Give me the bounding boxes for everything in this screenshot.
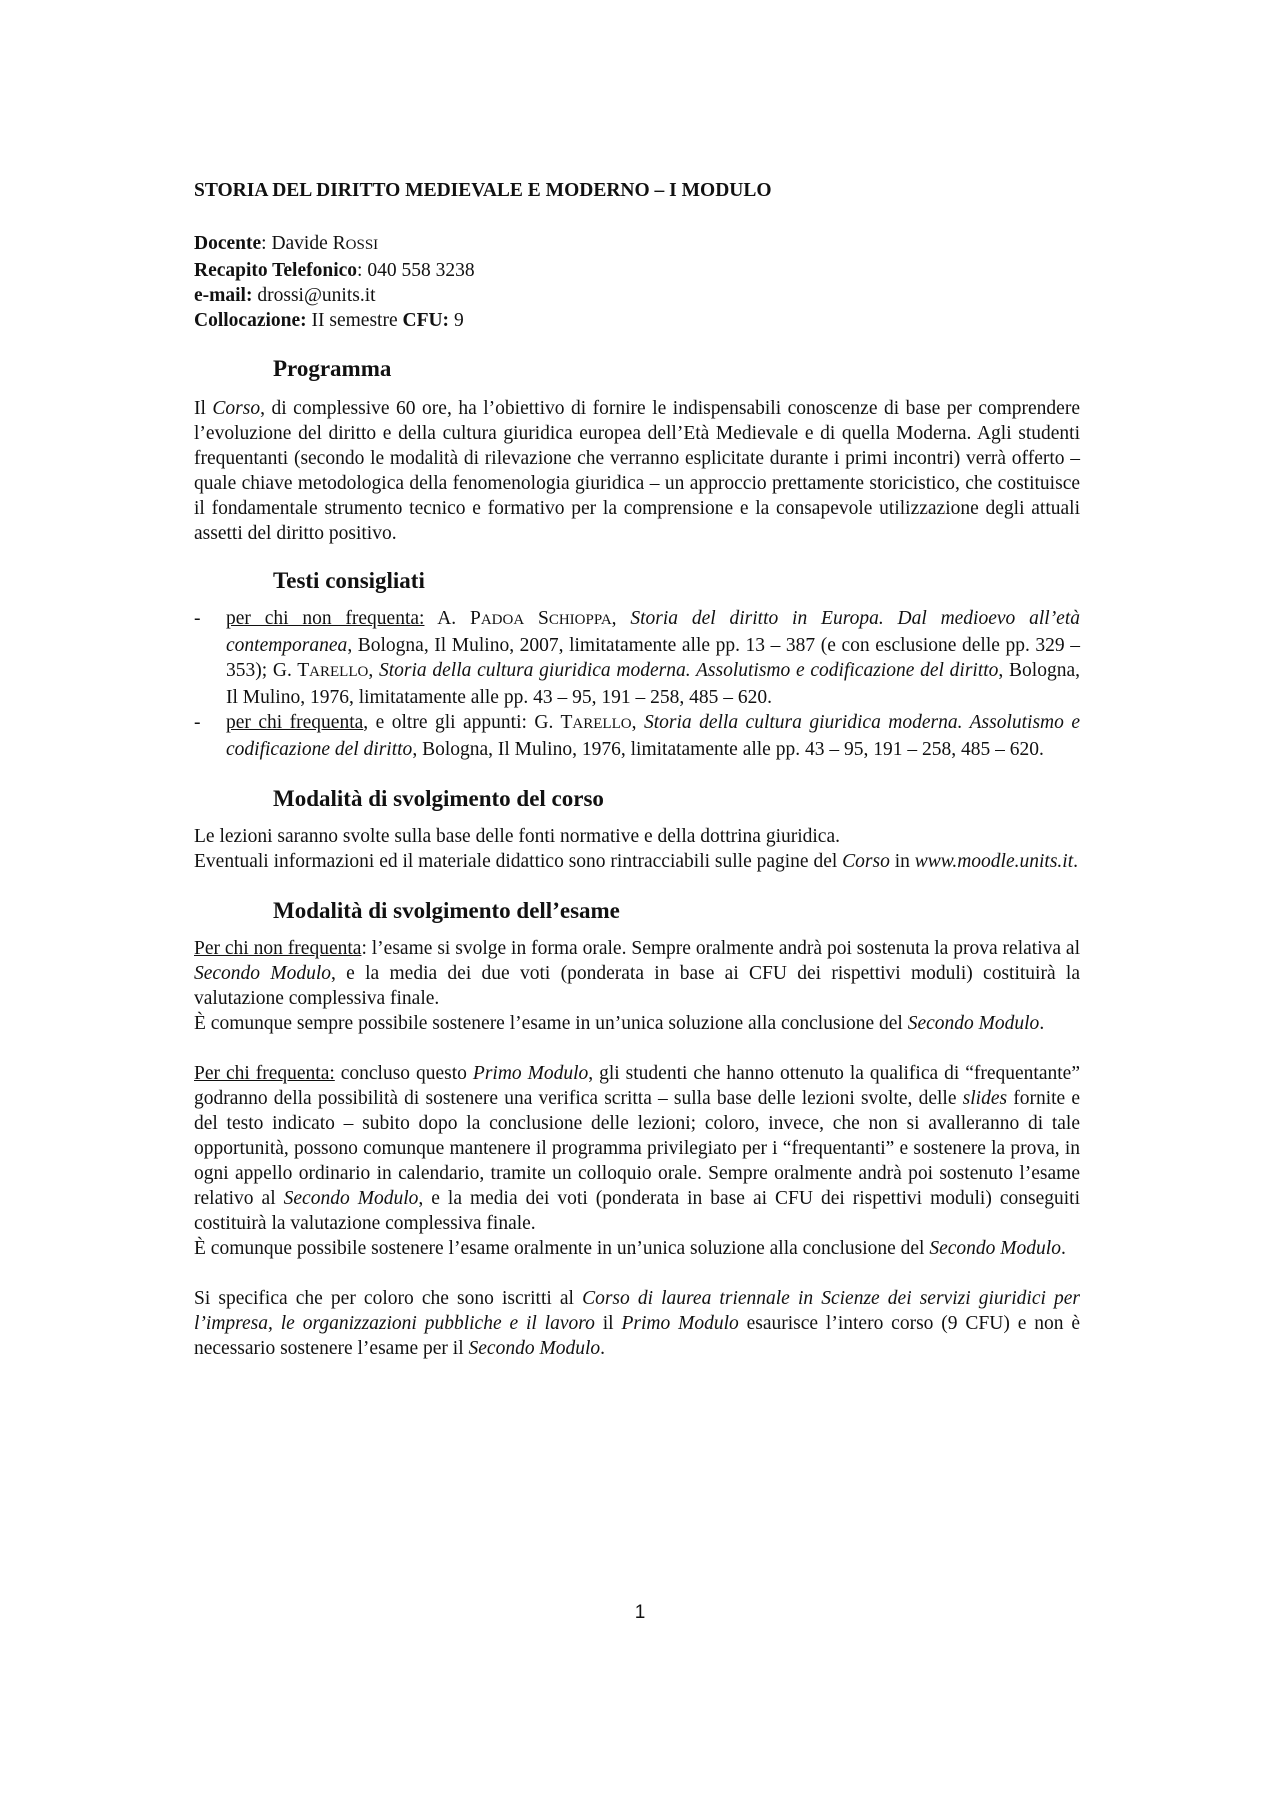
- esame-specifica: [194, 1286, 1080, 1361]
- esame-frequentanti: [194, 1061, 1080, 1236]
- module-italic: Secondo Modulo: [907, 1013, 1040, 1034]
- audience-label: Per chi non frequenta: [194, 938, 362, 959]
- module-italic: Secondo Modulo: [468, 1338, 601, 1359]
- text-run: È comunque sempre possibile sostenere l’esame in un’unica soluzione alla conclusione del: [194, 1013, 908, 1034]
- text-run: ,: [631, 712, 644, 733]
- collocazione-label: Collocazione:: [194, 310, 307, 331]
- testi-heading: Testi consigliati: [273, 568, 425, 593]
- docente-line: Docente: Davide ROSSI: [194, 233, 379, 254]
- programma-heading: Programma: [273, 356, 392, 381]
- list-dash: -: [194, 712, 201, 733]
- text-run: .: [1073, 851, 1079, 872]
- smallcaps-run: ARELLO: [309, 664, 369, 680]
- docente-last-initial: R: [332, 233, 346, 254]
- book-title: Storia della cultura giuridica moderna. Assolutismo e codificazione del diritto: [226, 712, 1081, 760]
- testi-list: [194, 606, 1080, 762]
- text-run: esaurisce l’intero corso (9 CFU) e non è necessario sostenere l’esame per il: [194, 1313, 1080, 1359]
- degree-italic: Corso di laurea triennale in Scienze dei servizi giuridici per l’impresa, le organizzazioni pubbliche e il lavoro: [194, 1288, 1080, 1334]
- collocazione-line: [194, 308, 1080, 333]
- smallcaps-run: ADOA: [480, 612, 525, 628]
- esame-non-frequentanti: [194, 936, 1080, 1011]
- text-run: , gli studenti che hanno ottenuto la qualifica di “frequentante” godranno della possibilità di sostenere una verifica scritta – sulla base delle lezioni svolte, delle: [194, 1063, 1080, 1109]
- document-body: [194, 178, 1080, 1361]
- corso-italic: Corso: [212, 398, 261, 419]
- docente-first-name: Davide: [271, 233, 328, 254]
- page-number: 1: [634, 1602, 646, 1623]
- module-italic: Secondo Modulo: [194, 963, 332, 984]
- list-dash: -: [194, 608, 201, 629]
- text-run: .: [600, 1338, 605, 1359]
- text-run: A. P: [424, 608, 481, 629]
- text-run: , Bologna, Il Mulino, 1976, limitatamente alle pp. 43 – 95, 191 – 258, 485 – 620.: [412, 739, 1044, 760]
- text-run: , Bologna, Il Mulino, 2007, limitatamente alle pp. 13 – 387 (e con esclusione delle pp. 329 – 353); G. T: [226, 635, 1080, 681]
- text-run: .: [1060, 1238, 1066, 1259]
- telefono-line: Recapito Telefonico: 040 558 3238: [194, 260, 475, 281]
- book-title: Storia del diritto in Europa. Dal medioevo all’età contemporanea: [226, 608, 1081, 656]
- svolgimento-corso-p2: [194, 849, 1080, 874]
- text-run: È comunque possibile sostenere l’esame oralmente in un’unica soluzione alla conclusione del: [194, 1238, 930, 1259]
- audience-label: Per chi frequenta:: [194, 1063, 335, 1084]
- text-run: in: [889, 851, 915, 872]
- text-run: , e la media dei voti (ponderata in base ai CFU dei rispettivi moduli) conseguiti costituirà la valutazione complessiva finale.: [194, 1188, 1080, 1234]
- list-item: [194, 606, 1080, 710]
- module-italic: Secondo Modulo: [929, 1238, 1061, 1259]
- email-value[interactable]: drossi@units.it: [257, 285, 376, 306]
- text-run: ,: [368, 660, 379, 681]
- text-run: il: [594, 1313, 622, 1334]
- collocazione-value: II semestre: [311, 310, 398, 331]
- telefono-label: Recapito Telefonico: [194, 260, 358, 281]
- telefono-value: 040 558 3238: [367, 260, 475, 281]
- docente-label: Docente: [194, 233, 262, 254]
- text-run: ,: [611, 608, 631, 629]
- corso-italic: Corso: [842, 851, 890, 872]
- esame-frequentanti-note: [194, 1236, 1080, 1261]
- text-run: S: [524, 608, 549, 629]
- text-run: .: [1039, 1013, 1045, 1034]
- text-run: : l’esame si svolge in forma orale. Sempre oralmente andrà poi sostenuta la prova relativa al: [361, 938, 1081, 959]
- text-run: , Bologna, Il Mulino, 1976, limitatamente alle pp. 43 – 95, 191 – 258, 485 – 620.: [226, 660, 1080, 708]
- book-title: Storia della cultura giuridica moderna. Assolutismo e codificazione del diritto: [378, 660, 999, 681]
- text-run: Il: [194, 398, 213, 419]
- svolgimento-esame-heading: Modalità di svolgimento dell’esame: [273, 898, 620, 923]
- email-label: e-mail:: [194, 285, 253, 306]
- svolgimento-corso-heading: Modalità di svolgimento del corso: [273, 786, 604, 811]
- smallcaps-run: ARELLO: [572, 716, 632, 732]
- paragraph-gap: [194, 1261, 1080, 1286]
- text-run: , e oltre gli appunti: G. T: [363, 712, 573, 733]
- text-run: concluso questo: [334, 1063, 473, 1084]
- module-italic: Secondo Modulo: [283, 1188, 419, 1209]
- docente-last-rest: OSSI: [345, 237, 379, 253]
- text-run: Si specifica che per coloro che sono iscritti al: [194, 1288, 583, 1309]
- programma-paragraph: [194, 396, 1080, 546]
- smallcaps-run: CHIOPPA: [548, 612, 612, 628]
- list-item: [194, 710, 1080, 762]
- text-run: fornite e del testo indicato – subito dopo la conclusione delle lezioni; coloro, invece, che non si avalleranno di tale opportunità, possono comunque mantenere il programma privilegiato per i “frequentanti” e sostenere la prova, in ogni appello ordinario in calendario, tramite un colloquio orale. Sempre oralmente andrà poi sostenuto l’esame relativo al: [194, 1088, 1081, 1209]
- module-italic: Primo Modulo: [472, 1063, 589, 1084]
- text-run: , e la media dei due voti (ponderata in base ai CFU dei rispettivi moduli) costituirà la valutazione complessiva finale.: [194, 963, 1080, 1009]
- audience-label: per chi non frequenta:: [226, 608, 425, 629]
- esame-non-frequentanti-note: [194, 1011, 1080, 1036]
- moodle-link[interactable]: www.moodle.units.it: [914, 851, 1074, 872]
- email-line: [194, 283, 1080, 308]
- module-italic: Primo Modulo: [621, 1313, 739, 1334]
- course-title: STORIA DEL DIRITTO MEDIEVALE E MODERNO – I MODULO: [194, 180, 772, 201]
- text-run: , di complessive 60 ore, ha l’obiettivo di fornire le indispensabili conoscenze di base per comprendere l’evoluzione del diritto e della cultura giuridica europea dell’Età Medievale e di quella Moderna. Agli studenti frequentanti (secondo le modalità di rilevazione che verranno esplicitate durante i primi incontri) verrà offerto – quale chiave metodologica della fenomenologia giuridica – un approccio prettamente storicistico, che costituisce il fondamentale strumento tecnico e formativo per la comprensione e la consapevole utilizzazione degli attuali assetti del diritto positivo.: [194, 398, 1080, 544]
- audience-label: per chi frequenta: [226, 712, 364, 733]
- text-run: Eventuali informazioni ed il materiale didattico sono rintracciabili sulle pagine del: [194, 851, 843, 872]
- cfu-label: CFU:: [402, 310, 450, 331]
- cfu-value: 9: [453, 310, 464, 331]
- svolgimento-corso-p1: Le lezioni saranno svolte sulla base delle fonti normative e della dottrina giuridica.: [194, 826, 840, 847]
- paragraph-gap: [194, 1036, 1080, 1061]
- slides-italic: slides: [962, 1088, 1008, 1109]
